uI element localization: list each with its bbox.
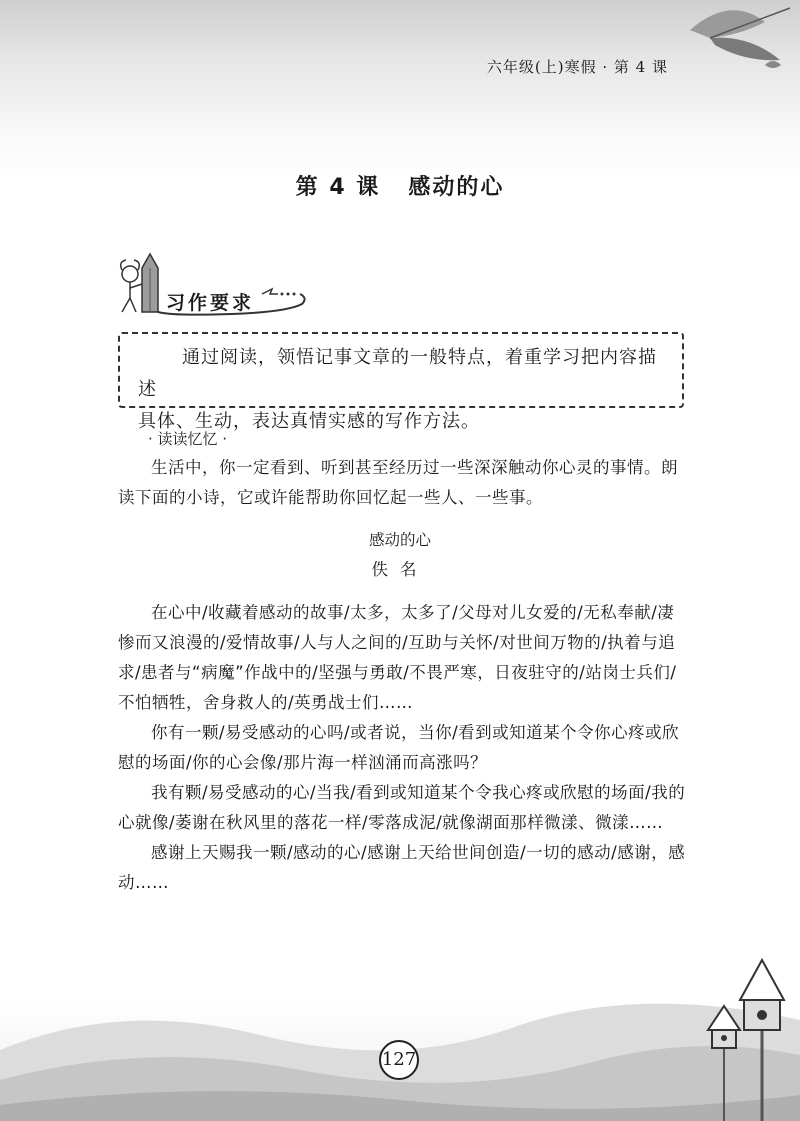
poem-paragraph: 你有一颗/易受感动的心吗/或者说，当你/看到或知道某个令你心疼或欣慰的场面/你的心会像/那片海一样汹涌而高涨吗？	[118, 723, 680, 772]
lesson-number: 第 4 课	[295, 175, 381, 200]
intro-paragraph: 生活中，你一定看到、听到甚至经历过一些深深触动你心灵的事情。朗读下面的小诗，它或许能帮助你回忆起一些人、一些事。	[118, 458, 678, 507]
butterfly-decoration	[670, 0, 800, 90]
lesson-name: 感动的心	[408, 175, 505, 200]
poem-author: 佚名	[371, 560, 429, 579]
poem-title: 感动的心	[368, 531, 431, 549]
subsection-label: · 读读忆忆 ·	[148, 430, 228, 448]
requirement-line-1: 通过阅读，领悟记事文章的一般特点，着重学习把内容描述	[138, 347, 657, 400]
section-label: 习作要求	[166, 292, 255, 314]
page-number: 127	[379, 1040, 419, 1080]
landscape-decoration	[0, 930, 800, 1121]
poem-body	[118, 598, 690, 898]
requirement-line-2: 具体、生动，表达真情实感的写作方法。	[138, 411, 480, 432]
page-title	[0, 170, 800, 201]
poem-paragraph: 我有颗/易受感动的心/当我/看到或知道某个令我心疼或欣慰的场面/我的心就像/萎谢在秋风里的落花一样/零落成泥/就像湖面那样微漾、微漾……	[118, 783, 686, 832]
poem-paragraph: 在心中/收藏着感动的故事/太多，太多了/父母对儿女爱的/无私奉献/凄惨而又浪漫的/爱情故事/人与人之间的/互助与关怀/对世间万物的/执着与追求/患者与“病魔”作战中的/坚强与勇敢/不畏严寒，日夜驻守的/站岗士兵们/不怕牺牲，舍身救人的/英勇战士们……	[118, 603, 677, 712]
running-header: 六年级(上)寒假 · 第 4 课	[486, 58, 668, 76]
poem-paragraph: 感谢上天赐我一颗/感动的心/感谢上天给世间创造/一切的感动/感谢，感动……	[118, 843, 686, 892]
requirement-box	[118, 332, 684, 432]
